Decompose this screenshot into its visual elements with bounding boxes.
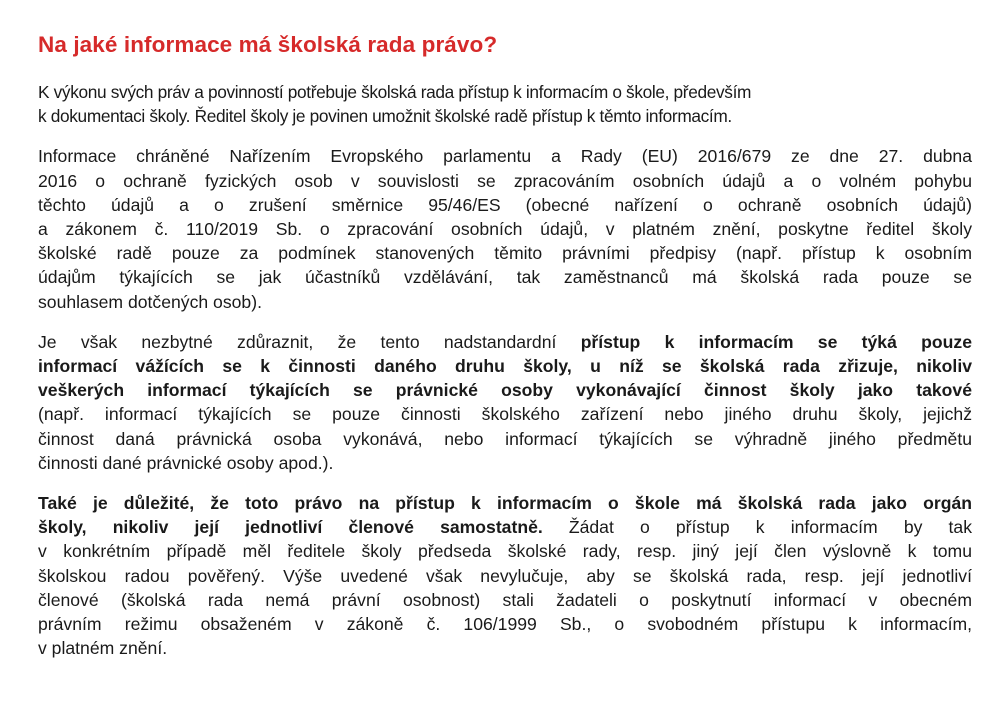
- text-line: v konkrétním případě měl ředitele školy předseda školské rady, resp. jiný její člen výslovně k tomu: [38, 541, 972, 562]
- text-emphasis: informací vážících se k činnosti daného druhu školy, u níž se školská rada zřizuje, nikoliv: [38, 356, 972, 377]
- text-line: souhlasem dotčených osob).: [38, 291, 262, 312]
- text-line: 2016 o ochraně fyzických osob v souvislosti se zpracováním osobních údajů a o volném pohybu: [38, 170, 972, 191]
- text-emphasis: Také je důležité, že toto právo na přístup k informacím o škole má školská rada jako orgán: [38, 493, 972, 514]
- text-line: údajům týkajících se jak účastníků vzdělávání, tak zaměstnanců má školská rada pouze se: [38, 267, 972, 288]
- paragraph-scope: [38, 330, 972, 475]
- text-normal: Je však nezbytné zdůraznit, že tento nadstandardní: [38, 331, 581, 352]
- text-line: těchto údajů a o zrušení směrnice 95/46/ES (obecné nařízení o ochraně osobních údajů): [38, 194, 972, 215]
- paragraph-intro: [38, 80, 972, 128]
- text-line: právním režimu obsaženém v zákoně č. 106/1999 Sb., o svobodném přístupu k informacím,: [38, 614, 972, 635]
- text-line: školské radě pouze za podmínek stanovených těmito právními předpisy (např. přístup k osobním: [38, 243, 972, 264]
- paragraph-body-rights: [38, 491, 972, 660]
- text-line: (např. informací týkajících se pouze činnosti školského zařízení nebo jiného druhu školy, jejichž: [38, 404, 972, 425]
- text-line: školskou radou pověřený. Výše uvedené však nevylučuje, aby se školská rada, resp. její jednotliví: [38, 565, 972, 586]
- text-emphasis: veškerých informací týkajících se právnické osoby vykonávající činnost školy jako takové: [38, 380, 972, 401]
- text-emphasis: školy, nikoliv její jednotliví členové samostatně.: [38, 517, 543, 538]
- text-emphasis: přístup k informacím se týká pouze: [580, 331, 972, 352]
- text-line: činnost daná právnická osoba vykonává, nebo informací týkajících se výhradně jiného předmětu: [38, 428, 972, 449]
- text-line: K výkonu svých práv a povinností potřebuje školská rada přístup k informacím o škole, především: [38, 82, 752, 102]
- document-page: [38, 30, 972, 676]
- page-title: Na jaké informace má školská rada právo?: [38, 32, 498, 57]
- text-line: v platném znění.: [38, 638, 168, 659]
- text-line: činnosti dané právnické osoby apod.).: [38, 452, 334, 473]
- text-line: k dokumentaci školy. Ředitel školy je povinen umožnit školské radě přístup k těmto informacím.: [38, 106, 732, 127]
- text-line: členové (školská rada nemá právní osobnost) stali žadateli o poskytnutí informací v obecném: [38, 589, 972, 610]
- text-line: [38, 330, 972, 354]
- paragraph-gdpr: [38, 144, 972, 313]
- text-line: Informace chráněné Nařízením Evropského parlamentu a Rady (EU) 2016/679 ze dne 27. dubna: [38, 146, 972, 167]
- text-normal: Žádat o přístup k informacím by tak: [542, 517, 972, 538]
- text-line: [38, 515, 972, 539]
- text-line: a zákonem č. 110/2019 Sb. o zpracování osobních údajů, v platném znění, poskytne ředitel školy: [38, 219, 972, 240]
